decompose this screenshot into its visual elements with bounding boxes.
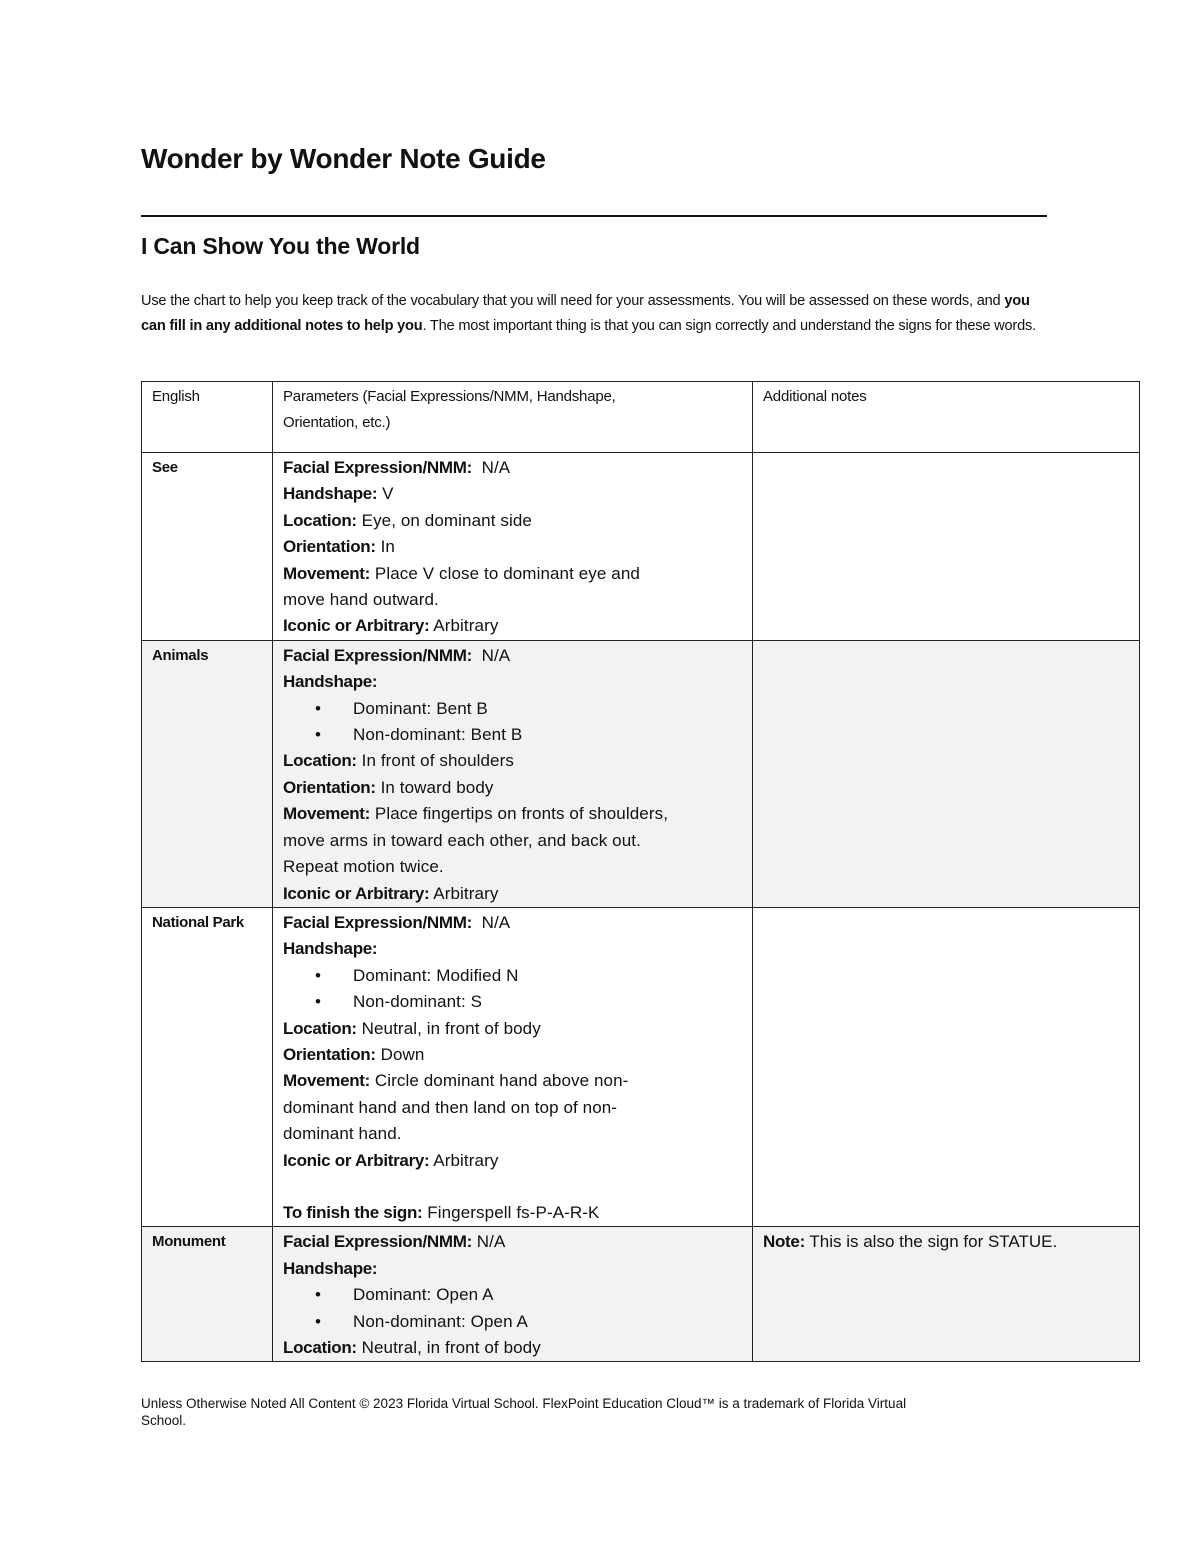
header-parameters-line2: Orientation, etc.) <box>283 414 391 431</box>
list-item: • Non-dominant: Open A <box>353 1309 742 1335</box>
movement-value-cont: dominant hand. <box>283 1124 402 1144</box>
header-parameters-line1: Parameters (Facial Expressions/NMM, Handshape, <box>283 388 616 405</box>
intro-text-2: . The most important thing is that you can sign correctly and understand the signs for these words. <box>422 318 1036 334</box>
footer-line1: Unless Otherwise Noted All Content © 2023 Florida Virtual School. FlexPoint Education Cloud™ is a trademark of Florida Virtual <box>141 1396 907 1411</box>
list-item: • Dominant: Bent B <box>353 696 742 722</box>
facial-label: Facial Expression/NMM: <box>283 645 472 665</box>
intro-paragraph <box>141 289 1051 339</box>
list-item: • Dominant: Modified N <box>353 963 742 989</box>
table-row <box>142 640 1140 907</box>
facial-label: Facial Expression/NMM: <box>283 458 472 477</box>
facial-value: N/A <box>481 458 511 477</box>
facial-label: Facial Expression/NMM: <box>283 1232 472 1252</box>
table-row <box>142 453 1140 641</box>
orientation-value: In toward body <box>380 777 494 797</box>
movement-label: Movement: <box>283 804 371 824</box>
dominant-value: Open A <box>436 1285 494 1305</box>
iconic-value: Arbitrary <box>433 1150 499 1170</box>
handshape-list <box>283 1282 742 1335</box>
dominant-value: Bent B <box>436 698 488 718</box>
finish-label: To finish the sign: <box>283 1202 423 1222</box>
orientation-value: Down <box>380 1044 425 1064</box>
handshape-label: Handshape: <box>283 672 378 692</box>
word-cell <box>142 453 273 641</box>
copyright-footer <box>141 1395 1041 1429</box>
iconic-label: Iconic or Arbitrary: <box>283 616 430 636</box>
notes-cell[interactable] <box>753 640 1140 907</box>
word-monument: Monument <box>152 1233 226 1251</box>
table-header-row <box>142 382 1140 453</box>
nondominant-value: Bent B <box>470 725 523 745</box>
intro-text-1: Use the chart to help you keep track of the vocabulary that you will need for your assessments. You will be assessed on these words, and <box>141 293 1005 309</box>
nondominant-value: S <box>470 992 483 1012</box>
word-see: See <box>152 459 178 476</box>
movement-value-cont: move arms in toward each other, and back out. <box>283 830 641 850</box>
orientation-label: Orientation: <box>283 777 376 797</box>
location-label: Location: <box>283 510 357 530</box>
lesson-subtitle: I Can Show You the World <box>141 233 420 259</box>
word-national-park: National Park <box>152 913 244 931</box>
movement-value: Circle dominant hand above non- <box>374 1071 629 1091</box>
location-value: Neutral, in front of body <box>361 1018 541 1038</box>
intro-text-bold: you can fill in any additional notes to help you <box>141 293 1030 334</box>
location-label: Location: <box>283 751 357 771</box>
iconic-value: Arbitrary <box>433 616 499 636</box>
table-row <box>142 1227 1140 1362</box>
iconic-label: Iconic or Arbitrary: <box>283 883 430 903</box>
word-cell <box>142 1227 273 1362</box>
orientation-label: Orientation: <box>283 1044 376 1064</box>
list-item: • Non-dominant: S <box>353 989 742 1015</box>
title-divider <box>141 215 1047 217</box>
header-english: English <box>142 382 273 453</box>
location-value: Eye, on dominant side <box>361 510 532 530</box>
notes-cell[interactable] <box>753 1227 1140 1362</box>
facial-label: Facial Expression/NMM: <box>283 912 472 932</box>
movement-label: Movement: <box>283 563 371 583</box>
word-cell <box>142 640 273 907</box>
handshape-list <box>283 696 742 749</box>
table-row <box>142 907 1140 1226</box>
location-value: In front of shoulders <box>361 751 514 771</box>
handshape-label: Handshape: <box>283 1258 378 1278</box>
movement-value: Place V close to dominant eye and <box>374 563 640 583</box>
vocabulary-table <box>141 381 1140 1362</box>
list-item: • Dominant: Open A <box>353 1282 742 1308</box>
location-value: Neutral, in front of body <box>361 1338 541 1357</box>
parameters-cell <box>273 1227 753 1362</box>
parameters-cell <box>273 453 753 641</box>
header-parameters <box>273 382 753 453</box>
word-animals: Animals <box>152 646 209 664</box>
movement-value-cont: dominant hand and then land on top of non- <box>283 1097 618 1117</box>
iconic-label: Iconic or Arbitrary: <box>283 1150 430 1170</box>
movement-value-cont: move hand outward. <box>283 590 439 610</box>
dominant-value: Modified N <box>436 965 519 985</box>
header-additional-notes: Additional notes <box>753 382 1140 453</box>
movement-value-cont: Repeat motion twice. <box>283 857 444 877</box>
list-item: • Non-dominant: Bent B <box>353 722 742 748</box>
movement-value: Place fingertips on fronts of shoulders, <box>374 804 669 824</box>
page-title: Wonder by Wonder Note Guide <box>141 143 546 174</box>
facial-value: N/A <box>476 1232 506 1252</box>
orientation-label: Orientation: <box>283 537 376 557</box>
parameters-cell <box>273 907 753 1226</box>
notes-cell[interactable] <box>753 907 1140 1226</box>
facial-value: N/A <box>481 912 511 932</box>
orientation-value: In <box>380 537 395 557</box>
location-label: Location: <box>283 1338 357 1357</box>
finish-value: Fingerspell fs-P-A-R-K <box>427 1202 600 1222</box>
handshape-label: Handshape: <box>283 939 378 959</box>
parameters-cell <box>273 640 753 907</box>
movement-label: Movement: <box>283 1071 371 1091</box>
note-value: This is also the sign for STATUE. <box>809 1232 1058 1252</box>
facial-value: N/A <box>481 645 511 665</box>
nondominant-value: Open A <box>470 1311 528 1331</box>
handshape-list <box>283 963 742 1016</box>
footer-line2: School. <box>141 1413 187 1428</box>
iconic-value: Arbitrary <box>433 883 499 903</box>
handshape-label: Handshape: <box>283 484 378 504</box>
handshape-value: V <box>382 484 394 504</box>
notes-cell[interactable] <box>753 453 1140 641</box>
word-cell <box>142 907 273 1226</box>
note-label: Note: <box>763 1232 805 1252</box>
location-label: Location: <box>283 1018 357 1038</box>
